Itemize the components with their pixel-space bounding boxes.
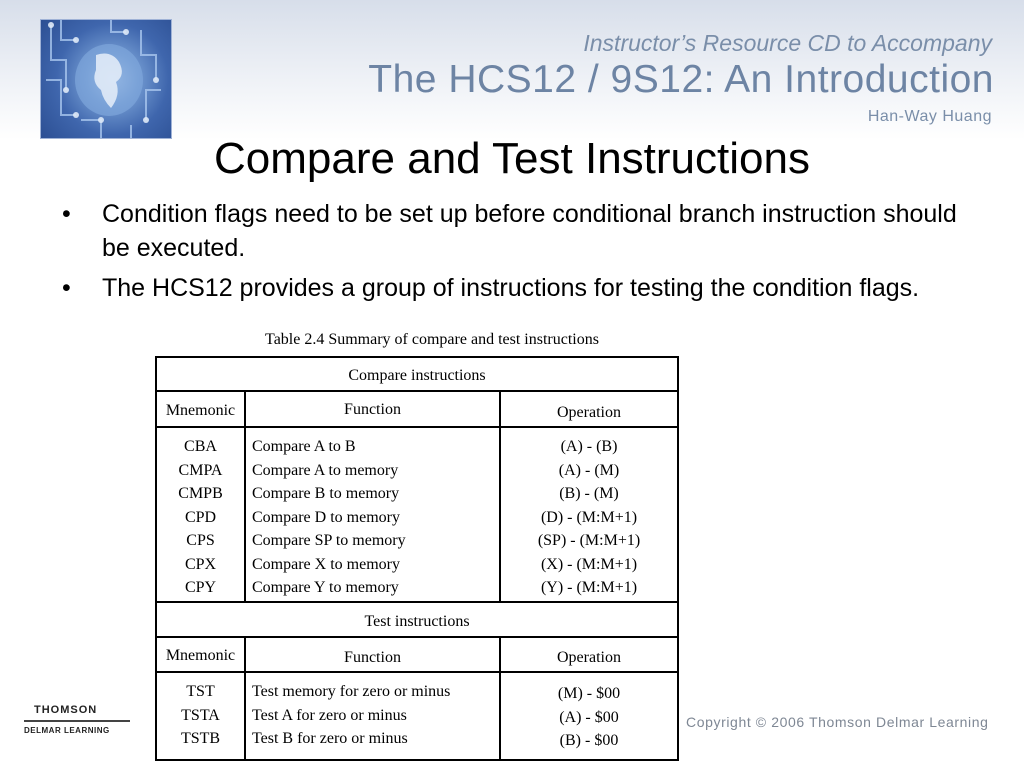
logo-text-thomson: THOMSON [34, 704, 98, 716]
table-row [157, 680, 244, 751]
logo-divider [24, 720, 130, 722]
operation-cell: (B) - $00 [559, 732, 619, 749]
column-header-operation: Operation [557, 649, 621, 666]
column-header-function: Function [344, 649, 401, 666]
function-cell: Compare A to memory [252, 461, 399, 479]
table-border [155, 636, 679, 638]
operation-cell: (B) - (M) [559, 485, 619, 502]
test-section-title: Test instructions [364, 613, 470, 630]
book-title: The HCS12 / 9S12: An Introduction [368, 58, 994, 101]
mnemonic-cell: CMPB [178, 485, 223, 502]
operation-cell: (A) - $00 [559, 708, 619, 726]
slide-title: Compare and Test Instructions [214, 134, 810, 183]
table-border [155, 390, 679, 392]
circuit-globe-logo [40, 19, 172, 139]
function-cell: Test B for zero or minus [252, 730, 408, 747]
bullet-list [60, 197, 980, 311]
function-cell: Compare B to memory [252, 485, 400, 502]
mnemonic-cell: CPD [184, 508, 217, 526]
function-cell: Compare D to memory [252, 508, 400, 526]
logo-text-delmar: DELMAR LEARNING [24, 726, 110, 735]
column-header-operation: Operation [557, 404, 621, 421]
bullet-item [60, 197, 980, 265]
compare-section-title: Compare instructions [348, 367, 486, 384]
operation-cell: (M) - $00 [557, 685, 621, 702]
column-header-function: Function [344, 401, 401, 418]
copyright-notice: Copyright © 2006 Thomson Delmar Learning [686, 714, 989, 730]
table-border [155, 601, 679, 603]
column-header-mnemonic: Mnemonic [165, 402, 236, 419]
table-border [155, 759, 679, 761]
column-header-mnemonic: Mnemonic [165, 647, 236, 664]
table-border [677, 356, 679, 761]
table-row [501, 682, 677, 753]
operation-cell: (D) - (M:M+1) [540, 508, 638, 526]
thomson-delmar-logo [24, 702, 130, 738]
mnemonic-cell: CBA [184, 438, 217, 455]
operation-cell: (A) - (M) [558, 461, 620, 479]
table-row [501, 435, 677, 600]
mnemonic-cell: CMPA [178, 461, 223, 479]
mnemonic-cell: CPS [186, 532, 215, 549]
author-name: Han-Way Huang [867, 108, 992, 125]
mnemonic-cell: TSTB [180, 730, 221, 747]
bullet-item [60, 271, 980, 305]
mnemonic-cell: TSTA [181, 706, 220, 724]
function-cell: Compare X to memory [252, 555, 400, 573]
function-cell: Test memory for zero or minus [252, 683, 451, 700]
table-row [252, 680, 497, 751]
mnemonic-cell: TST [186, 683, 215, 700]
bullet-text: The HCS12 provides a group of instructions for testing the condition flags. [102, 274, 920, 302]
resource-cd-subtitle: Instructor’s Resource CD to Accompany [583, 30, 992, 56]
table-row [252, 435, 497, 600]
table-row [157, 435, 244, 600]
table-caption: Table 2.4 Summary of compare and test instructions [265, 331, 599, 348]
table-border [155, 426, 679, 428]
mnemonic-cell: CPX [184, 555, 217, 573]
function-cell: Compare Y to memory [252, 579, 399, 596]
bullet-dot: • [62, 274, 71, 302]
table-border [244, 391, 246, 601]
function-cell: Compare A to B [252, 438, 356, 455]
operation-cell: (SP) - (M:M+1) [537, 532, 641, 549]
function-cell: Test A for zero or minus [252, 706, 407, 724]
table-border [155, 356, 679, 358]
instruction-table [155, 356, 679, 761]
table-border [155, 671, 679, 673]
mnemonic-cell: CPY [184, 579, 217, 596]
function-cell: Compare SP to memory [252, 532, 406, 549]
bullet-dot: • [62, 200, 71, 228]
operation-cell: (Y) - (M:M+1) [540, 579, 638, 596]
bullet-text: Condition flags need to be set up before conditional branch instruction should be executed. [102, 200, 957, 262]
operation-cell: (A) - (B) [560, 438, 618, 455]
operation-cell: (X) - (M:M+1) [540, 555, 638, 573]
